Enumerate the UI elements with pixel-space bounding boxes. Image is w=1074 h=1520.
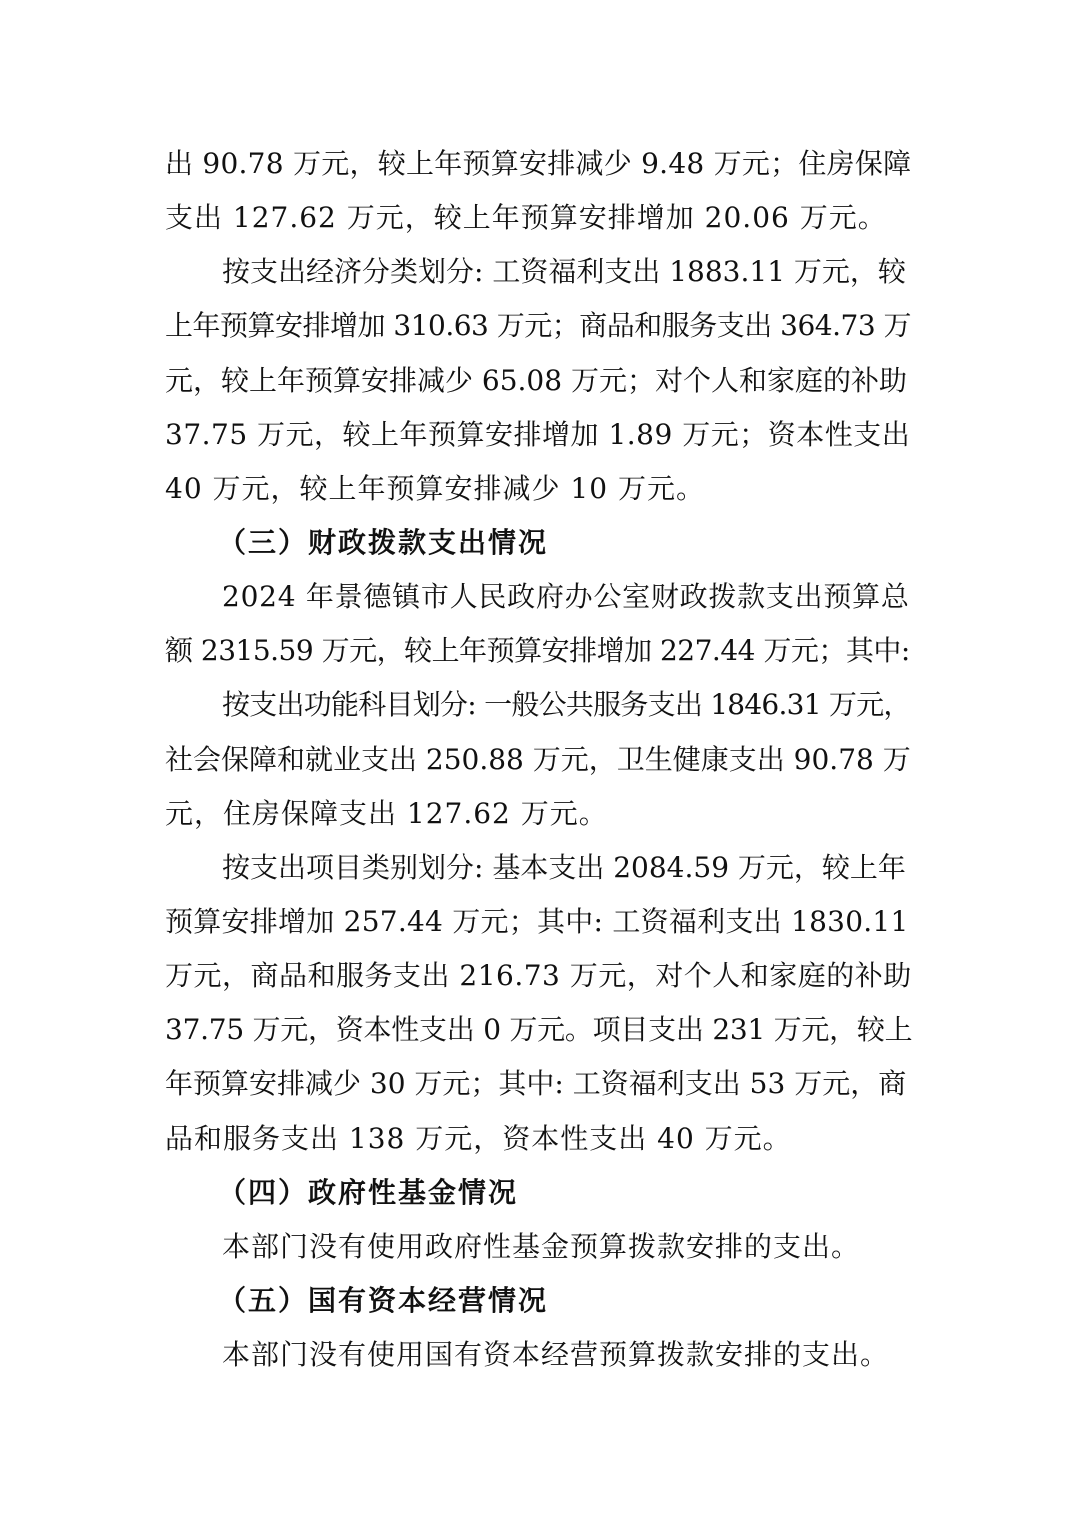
body-text-line: 40 万元，较上年预算安排减少 10 万元。 <box>165 472 705 505</box>
body-text-line: 品和服务支出 138 万元，资本性支出 40 万元。 <box>165 1122 792 1155</box>
body-text-line: 万元，商品和服务支出 216.73 万元，对个人和家庭的补助 <box>165 959 912 992</box>
body-text-line: 本部门没有使用政府性基金预算拨款安排的支出。 <box>222 1230 861 1263</box>
body-text-line: 2024 年景德镇市人民政府办公室财政拨款支出预算总 <box>222 580 910 613</box>
body-text-line: 按支出功能科目划分: 一般公共服务支出 1846.31 万元， <box>222 688 911 721</box>
body-text-line: 本部门没有使用国有资本经营预算拨款安排的支出。 <box>222 1338 890 1371</box>
body-text-line: 按支出经济分类划分: 工资福利支出 1883.11 万元，较 <box>222 255 906 288</box>
body-text-line: 元，较上年预算安排减少 65.08 万元；对个人和家庭的补助 <box>165 364 907 397</box>
body-text-line: 年预算安排减少 30 万元；其中: 工资福利支出 53 万元，商 <box>165 1067 907 1100</box>
body-text-line: 37.75 万元，资本性支出 0 万元。项目支出 231 万元，较上 <box>165 1013 913 1046</box>
body-text-line: 37.75 万元，较上年预算安排增加 1.89 万元；资本性支出 <box>165 418 911 451</box>
body-text-line: 社会保障和就业支出 250.88 万元，卫生健康支出 90.78 万 <box>165 743 911 776</box>
section-heading-5: （五）国有资本经营情况 <box>218 1284 549 1317</box>
body-text-line: 额 2315.59 万元，较上年预算安排增加 227.44 万元；其中: <box>165 634 910 667</box>
body-text-line: 元，住房保障支出 127.62 万元。 <box>165 797 608 830</box>
body-text-line: 预算安排增加 257.44 万元；其中: 工资福利支出 1830.11 <box>165 905 909 938</box>
section-heading-4: （四）政府性基金情况 <box>218 1176 519 1209</box>
body-text-line: 出 90.78 万元，较上年预算安排减少 9.48 万元；住房保障 <box>165 147 912 180</box>
body-text-line: 按支出项目类别划分: 基本支出 2084.59 万元，较上年 <box>222 851 906 884</box>
body-text-line: 支出 127.62 万元，较上年预算安排增加 20.06 万元。 <box>165 201 887 234</box>
section-heading-3: （三）财政拨款支出情况 <box>218 526 549 559</box>
body-text-line: 上年预算安排增加 310.63 万元；商品和服务支出 364.73 万 <box>165 309 912 342</box>
